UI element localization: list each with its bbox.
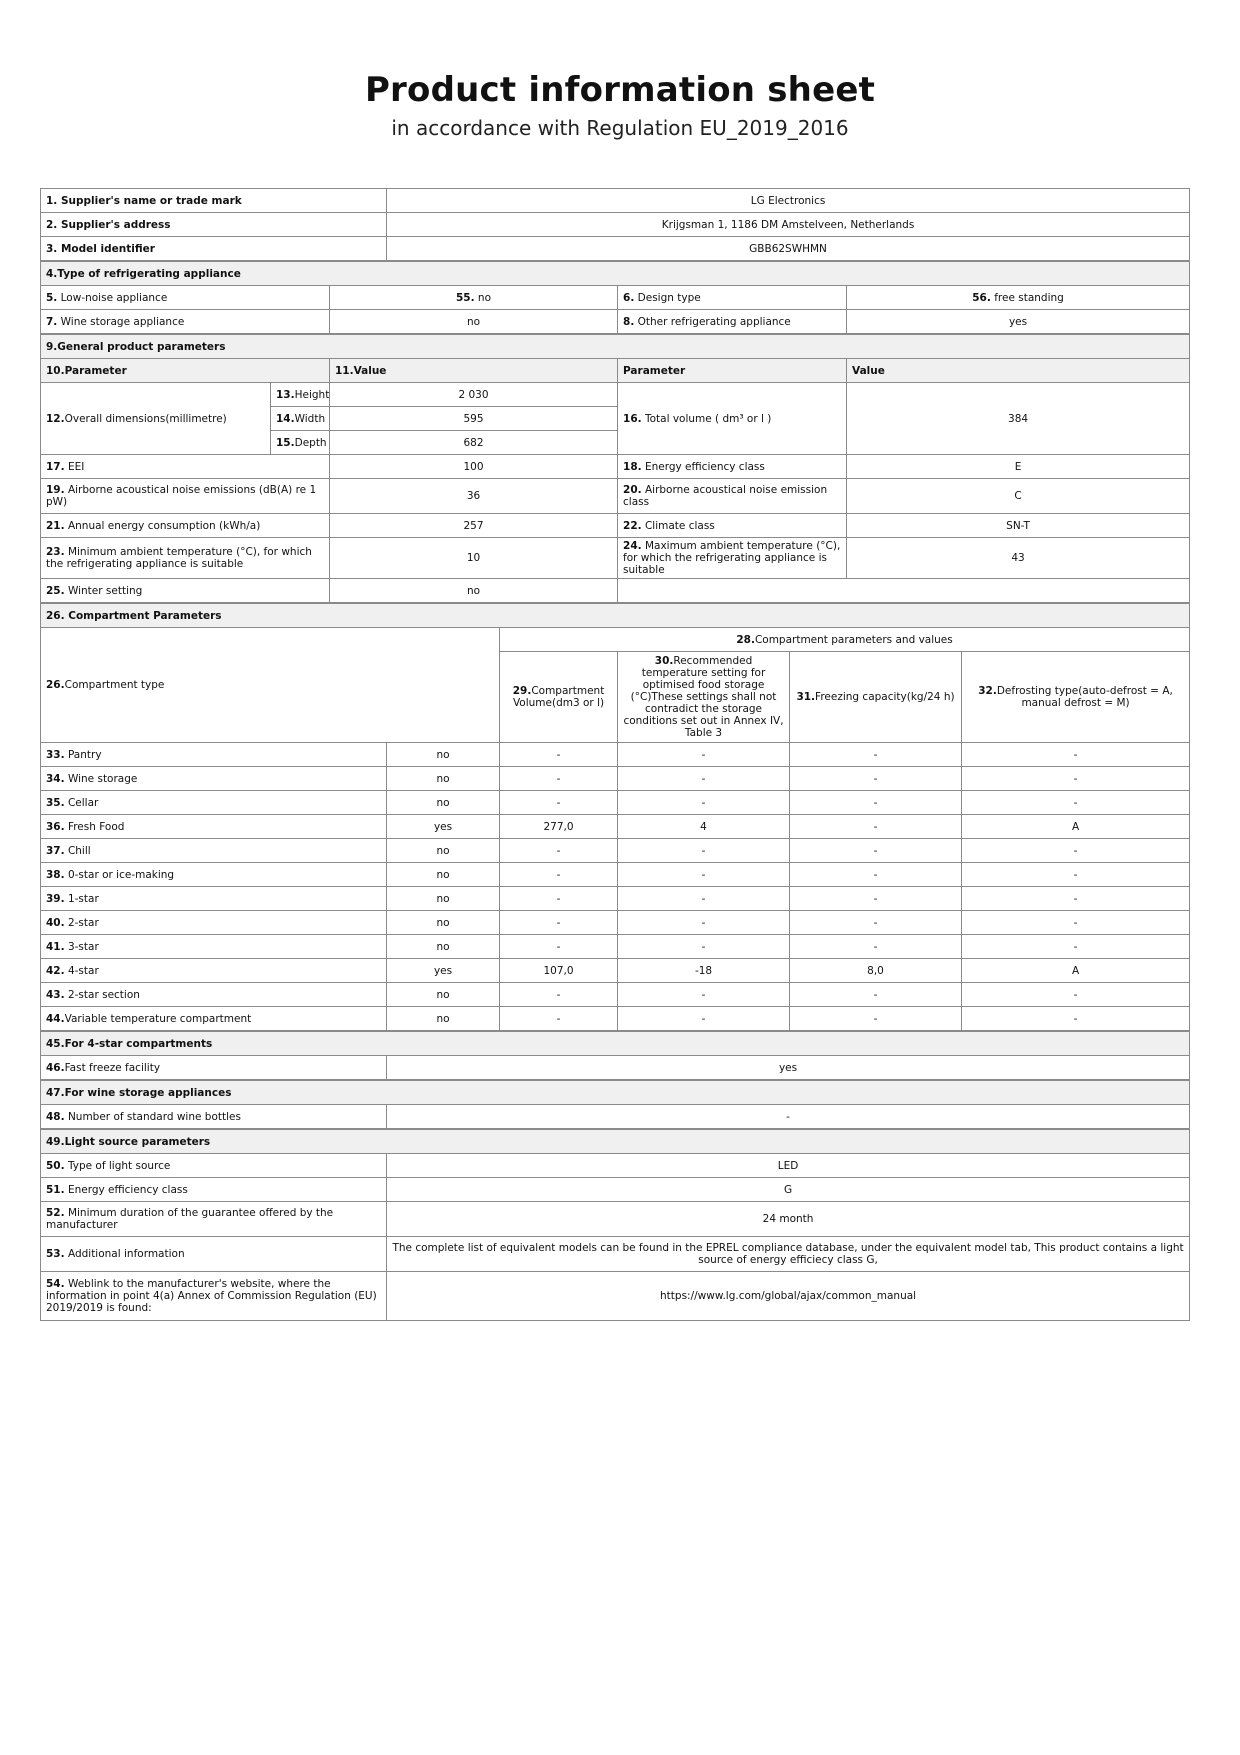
compartment-freeze: - (790, 839, 962, 863)
compartment-name: Variable temperature compartment (64, 1012, 252, 1025)
supplier-name-label: 1. Supplier's name or trade mark (41, 189, 387, 213)
light-row: 51. Energy efficiency class G (41, 1178, 1190, 1202)
light-row: 52. Minimum duration of the guarantee offered by the manufacturer 24 month (41, 1202, 1190, 1237)
compartment-freeze: - (790, 743, 962, 767)
compartment-volume: - (500, 887, 618, 911)
compartment-volume: - (500, 791, 618, 815)
light-type-value: LED (387, 1154, 1190, 1178)
supplier-name-row (41, 189, 1190, 213)
compartment-freeze: - (790, 935, 962, 959)
compartment-row: 39. 1-star no - - - - (41, 887, 1190, 911)
compartment-freeze: - (790, 983, 962, 1007)
total-volume-label: Total volume ( dm³ or l ) (641, 412, 772, 425)
compartment-defrost: - (962, 1007, 1190, 1032)
compartment-volume: - (500, 911, 618, 935)
compartment-row: 42. 4-star yes 107,0 -18 8,0 A (41, 959, 1190, 983)
compartment-temp: - (618, 839, 790, 863)
compartment-present: no (387, 743, 500, 767)
compartment-row: 33. Pantry no - - - - (41, 743, 1190, 767)
compartment-volume: - (500, 743, 618, 767)
supplier-address-row (41, 213, 1190, 237)
model-identifier-value: GBB62SWHMN (387, 237, 1190, 262)
section-four-star (41, 1031, 1190, 1056)
compartment-volume: - (500, 863, 618, 887)
wine-storage-row: 7. Wine storage appliance no 8. Other refrigerating appliance yes (41, 310, 1190, 335)
compartment-temp: - (618, 935, 790, 959)
compartment-temp: - (618, 863, 790, 887)
compartment-present: yes (387, 959, 500, 983)
compartment-volume: 277,0 (500, 815, 618, 839)
width-row: 14.Width 595 (41, 407, 1190, 431)
height-row: 12.Overall dimensions(millimetre) 13.Height 2 030 16. Total volume ( dm³ or l ) 384 (41, 383, 1190, 407)
compartment-group-header: 26.Compartment type 28.Compartment parameters and values (41, 628, 1190, 652)
compartment-name: Fresh Food (64, 820, 125, 833)
section-title: 4.Type of refrigerating appliance (41, 261, 1190, 286)
compartment-name: 4-star (64, 964, 99, 977)
compartment-defrost: A (962, 959, 1190, 983)
noise-value: 36 (330, 479, 618, 514)
guarantee-value: 24 month (387, 1202, 1190, 1237)
light-row: 53. Additional information The complete list of equivalent models can be found in the EPREL compliance database, under the equivalent model tab, This product contains a light source of energy efficiecy class G, (41, 1237, 1190, 1272)
section-title: 9.General product parameters (41, 334, 1190, 359)
section-title: 45.For 4-star compartments (41, 1031, 1190, 1056)
section-wine (41, 1080, 1190, 1105)
fast-freeze-row: 46.Fast freeze facility yes (41, 1056, 1190, 1081)
compartment-name: Pantry (64, 748, 102, 761)
section-appliance-type (41, 261, 1190, 286)
weblink-value[interactable]: https://www.lg.com/global/ajax/common_manual (387, 1272, 1190, 1321)
low-noise-row: 5. Low-noise appliance 55. no 6. Design type 56. free standing (41, 286, 1190, 310)
design-type-label: Design type (634, 291, 701, 304)
low-noise-value: no (474, 291, 492, 304)
annual-energy-value: 257 (330, 514, 618, 538)
compartment-row: 36. Fresh Food yes 277,0 4 - A (41, 815, 1190, 839)
model-identifier-row (41, 237, 1190, 262)
light-row: 50. Type of light source LED (41, 1154, 1190, 1178)
fast-freeze-value: yes (387, 1056, 1190, 1081)
compartment-present: no (387, 935, 500, 959)
compartment-name: 2-star section (64, 988, 140, 1001)
compartment-present: no (387, 791, 500, 815)
wine-storage-label: Wine storage appliance (57, 315, 185, 328)
winter-setting-value: no (330, 579, 618, 604)
general-row: 25. Winter setting no (41, 579, 1190, 604)
compartment-volume: - (500, 839, 618, 863)
compartment-defrost: - (962, 983, 1190, 1007)
general-row: 17. EEI 100 18. Energy efficiency class E (41, 455, 1190, 479)
section-light-source (41, 1129, 1190, 1154)
compartment-defrost: - (962, 935, 1190, 959)
min-temp-value: 10 (330, 538, 618, 579)
compartment-temp: 4 (618, 815, 790, 839)
depth-value: 682 (330, 431, 618, 455)
eei-value: 100 (330, 455, 618, 479)
compartment-defrost: - (962, 767, 1190, 791)
energy-class-value: E (847, 455, 1190, 479)
compartment-defrost: - (962, 839, 1190, 863)
other-appliance-label: Other refrigerating appliance (634, 315, 791, 328)
compartment-defrost: - (962, 791, 1190, 815)
compartment-present: yes (387, 815, 500, 839)
design-type-value: free standing (990, 291, 1064, 304)
section-title: 26. Compartment Parameters (41, 603, 1190, 628)
noise-class-value: C (847, 479, 1190, 514)
compartment-present: no (387, 983, 500, 1007)
compartment-temp: - (618, 743, 790, 767)
compartment-row: 41. 3-star no - - - - (41, 935, 1190, 959)
section-title: 47.For wine storage appliances (41, 1080, 1190, 1105)
compartment-name: Wine storage (64, 772, 138, 785)
compartment-defrost: - (962, 887, 1190, 911)
compartment-name: Chill (64, 844, 91, 857)
section-title: 49.Light source parameters (41, 1129, 1190, 1154)
compartment-type-label: Compartment type (64, 679, 165, 691)
compartment-present: no (387, 863, 500, 887)
compartment-freeze: - (790, 911, 962, 935)
compartment-present: no (387, 767, 500, 791)
compartment-temp: - (618, 767, 790, 791)
compartment-name: 0-star or ice-making (64, 868, 175, 881)
compartment-defrost: - (962, 743, 1190, 767)
light-row: 54. Weblink to the manufacturer's website, where the information in point 4(a) Annex of Commission Regulation (EU) 2019/2019 is found: https://www.lg.com/global/ajax/common_manual (41, 1272, 1190, 1321)
section-general-parameters (41, 334, 1190, 359)
compartment-freeze: - (790, 815, 962, 839)
page-subtitle: in accordance with Regulation EU_2019_2016 (391, 116, 849, 140)
compartment-temp: - (618, 887, 790, 911)
compartment-row: 40. 2-star no - - - - (41, 911, 1190, 935)
compartment-temp: - (618, 983, 790, 1007)
model-identifier-label: 3. Model identifier (41, 237, 387, 262)
col-parameter-2: Parameter (618, 359, 847, 383)
compartment-name: 2-star (64, 916, 99, 929)
compartment-temp: -18 (618, 959, 790, 983)
compartment-row: 34. Wine storage no - - - - (41, 767, 1190, 791)
light-class-value: G (387, 1178, 1190, 1202)
general-row: 21. Annual energy consumption (kWh/a) 257 22. Climate class SN-T (41, 514, 1190, 538)
compartment-temp: - (618, 1007, 790, 1032)
compartment-volume: 107,0 (500, 959, 618, 983)
compartment-defrost: - (962, 911, 1190, 935)
compartment-name: 3-star (64, 940, 99, 953)
compartment-row: 38. 0-star or ice-making no - - - - (41, 863, 1190, 887)
compartment-name: Cellar (64, 796, 99, 809)
col-parameter: 10.Parameter (41, 359, 330, 383)
compartment-row: 37. Chill no - - - - (41, 839, 1190, 863)
compartment-freeze: - (790, 767, 962, 791)
compartment-row: 35. Cellar no - - - - (41, 791, 1190, 815)
other-appliance-value: yes (847, 310, 1190, 335)
compartment-freeze: - (790, 887, 962, 911)
compartment-freeze: - (790, 863, 962, 887)
low-noise-label: Low-noise appliance (57, 291, 168, 304)
climate-class-value: SN-T (847, 514, 1190, 538)
compartment-row: 44.Variable temperature compartment no - - - - (41, 1007, 1190, 1032)
width-value: 595 (330, 407, 618, 431)
compartment-freeze: 8,0 (790, 959, 962, 983)
compartment-present: no (387, 911, 500, 935)
compartment-name: 1-star (64, 892, 99, 905)
total-volume-value: 384 (847, 383, 1190, 455)
compartment-volume: - (500, 767, 618, 791)
page-title: Product information sheet (364, 70, 876, 110)
col-value: 11.Value (330, 359, 618, 383)
compartment-row: 43. 2-star section no - - - - (41, 983, 1190, 1007)
compartment-volume: - (500, 1007, 618, 1032)
compartment-defrost: A (962, 815, 1190, 839)
compartment-col-headers: 29.Compartment Volume(dm3 or l) 30.Recommended temperature setting for optimised food storage (°C)These settings shall not contradict the storage conditions set out in Annex IV, Table 3 31.Freezing capacity(kg/24 h) 32.Defrosting type(auto-defrost = A, manual defrost = M) (41, 652, 1190, 743)
supplier-address-label: 2. Supplier's address (41, 213, 387, 237)
compartment-temp: - (618, 791, 790, 815)
compartment-freeze: - (790, 791, 962, 815)
compartment-defrost: - (962, 863, 1190, 887)
compartment-temp: - (618, 911, 790, 935)
compartment-present: no (387, 839, 500, 863)
general-row: 23. Minimum ambient temperature (°C), for which the refrigerating appliance is suitable 10 24. Maximum ambient temperature (°C), for which the refrigerating appliance is suitable 43 (41, 538, 1190, 579)
height-value: 2 030 (330, 383, 618, 407)
general-row: 19. Airborne acoustical noise emissions (dB(A) re 1 pW) 36 20. Airborne acoustical noise emission class C (41, 479, 1190, 514)
supplier-name-value: LG Electronics (387, 189, 1190, 213)
compartment-volume: - (500, 935, 618, 959)
depth-row: 15.Depth 682 (41, 431, 1190, 455)
dimensions-label: 12.Overall dimensions(millimetre) (41, 383, 271, 455)
compartment-present: no (387, 887, 500, 911)
additional-info-value: The complete list of equivalent models can be found in the EPREL compliance database, under the equivalent model tab, This product contains a light source of energy efficiecy class G, (387, 1237, 1190, 1272)
product-info-table (40, 188, 1190, 1321)
supplier-address-value: Krijgsman 1, 1186 DM Amstelveen, Netherlands (387, 213, 1190, 237)
section-compartments (41, 603, 1190, 628)
compartment-volume: - (500, 983, 618, 1007)
general-header-row (41, 359, 1190, 383)
col-value-2: Value (847, 359, 1190, 383)
compartment-freeze: - (790, 1007, 962, 1032)
wine-bottles-row: 48. Number of standard wine bottles - (41, 1105, 1190, 1130)
wine-bottles-value: - (387, 1105, 1190, 1130)
compartment-present: no (387, 1007, 500, 1032)
wine-storage-value: no (330, 310, 618, 335)
max-temp-value: 43 (847, 538, 1190, 579)
